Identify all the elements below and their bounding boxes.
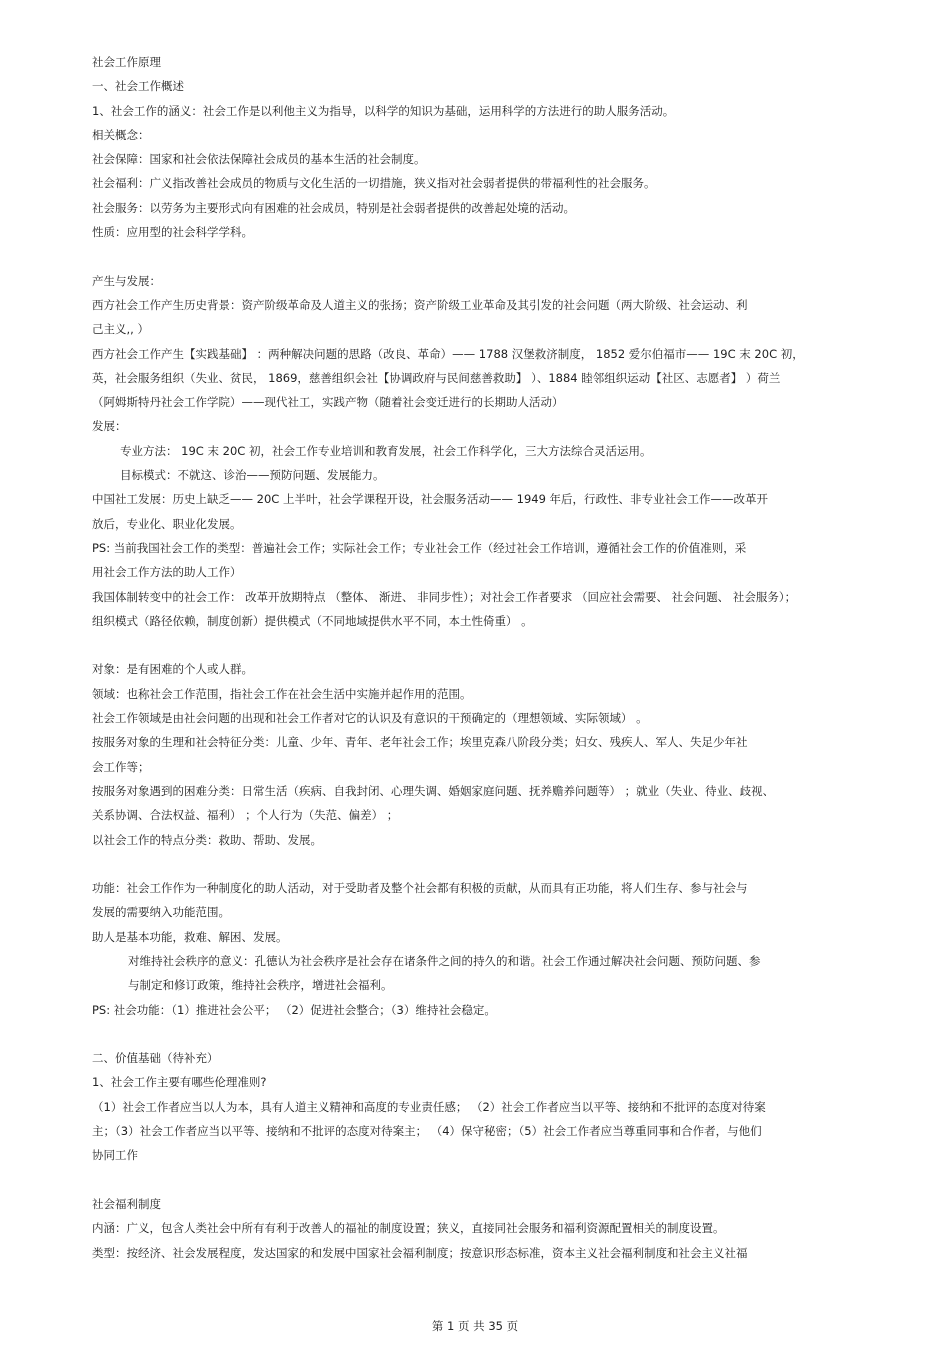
text-line: 1、社会工作主要有哪些伦理准则? <box>92 1075 267 1090</box>
text-line: 我国体制转变中的社会工作： 改革开放期特点 （整体、 渐进、 非同步性）；对社会工作者要求 （回应社会需要、 社会问题、 社会服务）； <box>92 589 797 604</box>
document-lines <box>92 74 922 1265</box>
text-line: 社会服务：以劳务为主要形式向有困难的社会成员，特别是社会弱者提供的改善起处境的活动。 <box>92 200 575 215</box>
text-line: （阿姆斯特丹社会工作学院）——现代社工，实践产物（随着社会变迁进行的长期助人活动） <box>92 395 564 410</box>
text-line: PS: 社会功能：（1）推进社会公平； （2）促进社会整合；（3）维持社会稳定。 <box>92 1002 496 1017</box>
text-line: 与制定和修订政策，维持社会秩序，增进社会福利。 <box>128 978 393 993</box>
text-line: 发展： <box>92 419 127 434</box>
text-line: 按服务对象的生理和社会特征分类：儿童、少年、青年、老年社会工作；埃里克森八阶段分类；妇女、残疾人、军人、失足少年社 <box>92 735 748 750</box>
document-body <box>92 50 922 1265</box>
text-line: 对象：是有困难的个人或人群。 <box>92 662 253 677</box>
text-line: 二、价值基础（待补充） <box>92 1051 219 1066</box>
blank-line <box>92 633 922 657</box>
text-line: 一、社会工作概述 <box>92 79 184 94</box>
page-number: 第 1 页 共 35 页 <box>431 1319 519 1333</box>
text-line: 协同工作 <box>92 1148 138 1163</box>
text-line: 西方社会工作产生【实践基础】 ：两种解决问题的思路（改良、革命）—— 1788 汉堡救济制度， 1852 爱尔伯福市—— 19C 末 20C 初， <box>92 346 804 361</box>
blank-line <box>92 1168 922 1192</box>
text-line: 组织模式（路径依赖，制度创新）提供模式（不同地域提供水平不同，本土性倚重） 。 <box>92 613 533 628</box>
text-line: 社会福利：广义指改善社会成员的物质与文化生活的一切措施，狭义指对社会弱者提供的带福利性的社会服务。 <box>92 176 656 191</box>
blank-line <box>92 1022 922 1046</box>
text-line: （1）社会工作者应当以人为本，具有人道主义精神和高度的专业责任感； （2）社会工作者应当以平等、接纳和不批评的态度对待案 <box>92 1099 766 1114</box>
text-line: 英，社会服务组织（失业、贫民， 1869，慈善组织会社【协调政府与民间慈善救助】 ）、1884 睦邻组织运动【社区、志愿者】 ）荷兰 <box>92 370 781 385</box>
text-line: PS: 当前我国社会工作的类型：普遍社会工作；实际社会工作；专业社会工作（经过社会工作培训，遵循社会工作的价值准则，采 <box>92 540 747 555</box>
text-line: 产生与发展： <box>92 273 161 288</box>
text-line: 西方社会工作产生历史背景：资产阶级革命及人道主义的张扬；资产阶级工业革命及其引发的社会问题（两大阶级、社会运动、利 <box>92 297 748 312</box>
text-line: 关系协调、合法权益、福利） ；个人行为（失范、偏差） ； <box>92 808 399 823</box>
blank-line <box>92 852 922 876</box>
text-line: 功能：社会工作作为一种制度化的助人活动，对于受助者及整个社会都有积极的贡献，从而具有正功能，将人们生存、参与社会与 <box>92 881 748 896</box>
text-line: 社会工作领域是由社会问题的出现和社会工作者对它的认识及有意识的干预确定的（理想领域、实际领域） 。 <box>92 711 648 726</box>
text-line: 类型：按经济、社会发展程度，发达国家的和发展中国家社会福利制度；按意识形态标准，资本主义社会福利制度和社会主义社福 <box>92 1245 748 1260</box>
text-line: 主；（3）社会工作者应当以平等、接纳和不批评的态度对待案主； （4）保守秘密；（5）社会工作者应当尊重同事和合作者，与他们 <box>92 1124 762 1139</box>
text-line: 目标模式：不就这、诊治——预防问题、发展能力。 <box>120 468 385 483</box>
blank-line <box>92 244 922 268</box>
text-line: 放后，专业化、职业化发展。 <box>92 516 242 531</box>
text-line: 中国社工发展：历史上缺乏—— 20C 上半叶，社会学课程开设，社会服务活动—— 1949 年后，行政性、非专业社会工作——改革开 <box>92 492 769 507</box>
text-line: 用社会工作方法的助人工作） <box>92 565 242 580</box>
text-line: 内涵：广义，包含人类社会中所有有利于改善人的福祉的制度设置；狭义，直接同社会服务和福利资源配置相关的制度设置。 <box>92 1221 725 1236</box>
text-line: 助人是基本功能，救难、解困、发展。 <box>92 929 288 944</box>
text-line: 按服务对象遇到的困难分类：日常生活（疾病、自我封闭、心理失调、婚姻家庭问题、抚养赡养问题等） ；就业（失业、待业、歧视、 <box>92 783 775 798</box>
text-line: 以社会工作的特点分类：救助、帮助、发展。 <box>92 832 322 847</box>
text-line: 会工作等； <box>92 759 150 774</box>
text-line: 相关概念： <box>92 127 150 142</box>
text-line: 社会福利制度 <box>92 1196 161 1211</box>
text-line: 对维持社会秩序的意义：孔德认为社会秩序是社会存在诸条件之间的持久的和谐。社会工作通过解决社会问题、预防问题、参 <box>128 953 761 968</box>
text-line: 己主义,, ） <box>92 322 149 337</box>
text-line: 领域：也称社会工作范围，指社会工作在社会生活中实施并起作用的范围。 <box>92 686 472 701</box>
text-line: 性质：应用型的社会科学学科。 <box>92 225 253 240</box>
document-title: 社会工作原理 <box>92 55 161 69</box>
text-line: 发展的需要纳入功能范围。 <box>92 905 230 920</box>
text-line: 1、社会工作的涵义：社会工作是以利他主义为指导，以科学的知识为基础，运用科学的方法进行的助人服务活动。 <box>92 103 675 118</box>
text-line: 社会保障：国家和社会依法保障社会成员的基本生活的社会制度。 <box>92 152 426 167</box>
text-line: 专业方法： 19C 末 20C 初，社会工作专业培训和教育发展，社会工作科学化，三大方法综合灵活运用。 <box>120 443 652 458</box>
